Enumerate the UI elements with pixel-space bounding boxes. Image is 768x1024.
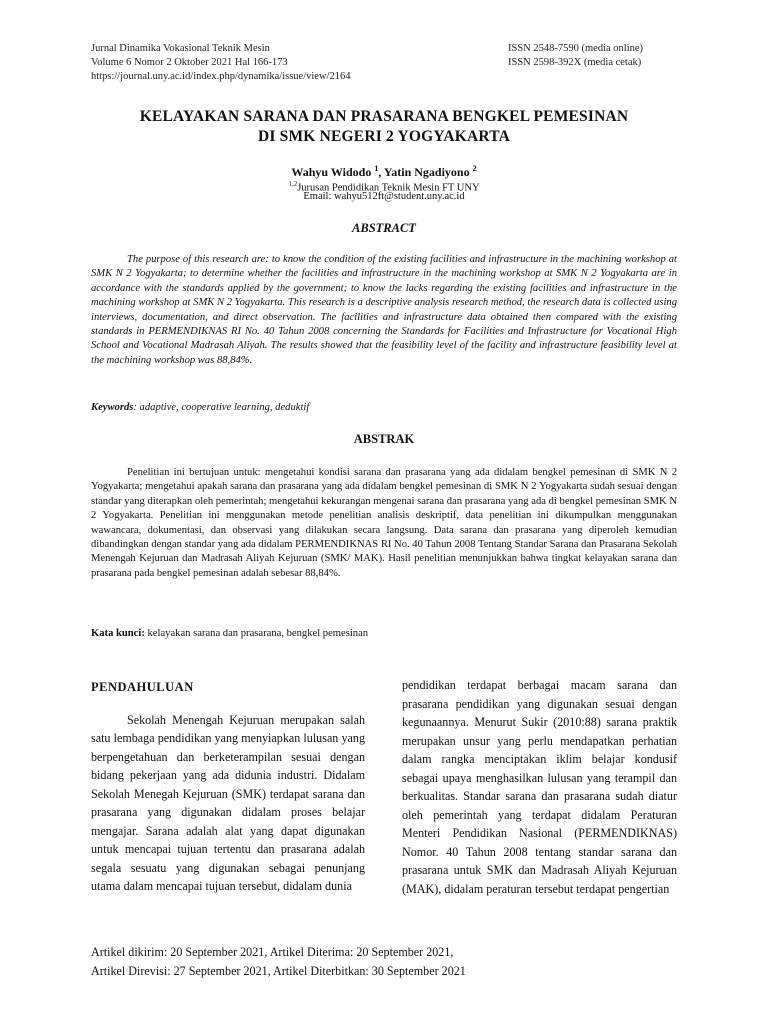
body-column-left bbox=[91, 676, 365, 896]
affiliation-text: Jurusan Pendidikan Teknik Mesin FT UNY bbox=[297, 182, 480, 194]
kata-kunci-text: kelayakan sarana dan prasarana, bengkel pemesinan bbox=[144, 628, 369, 639]
keywords-text: : adaptive, cooperative learning, deduktif bbox=[133, 402, 310, 413]
section-heading: PENDAHULUAN bbox=[91, 680, 194, 694]
keywords bbox=[91, 401, 677, 415]
kata-kunci-label: Kata kunci: bbox=[91, 628, 145, 639]
paper-title-line-2: DI SMK NEGERI 2 YOGYAKARTA bbox=[257, 128, 511, 145]
issn-print: ISSN 2598-392X (media cetak) bbox=[508, 57, 642, 68]
article-dates-footer bbox=[91, 943, 691, 981]
abstract-heading: ABSTRACT bbox=[352, 221, 416, 235]
article-dates-line-1: Artikel dikirim: 20 September 2021, Artikel Diterima: 20 September 2021, bbox=[91, 945, 454, 959]
abstract-text: The purpose of this research are: to know the condition of the existing facilities and infrastructure in the machining workshop at SMK N 2 Yogyakarta; to determine whether the facilities and infrastructure in the machining workshop at SMK N 2 Yogyakarta are in accordance with the standards applied by the government; to know the lacks regarding the existing facilities and infrastructure in the machining workshop at SMK N 2 Yogyakarta. This research is a descriptive analysis research method, the research data is collected using interviews, documentation, and direct observation. The facilities and infrastructure data obtained then compared with the existing standards in PERMENDIKNAS RI No. 40 Tahun 2008 concerning the Standards for Facilities and Infrastructure for Vocational High School and Vocational Madrasah Aliyah. The results showed that the feasibility level of the facility and infrastructure feasibility level at the machining workshop was 88,84%. bbox=[91, 254, 677, 366]
paper-title-line-1: KELAYAKAN SARANA DAN PRASARANA BENGKEL PEMESINAN bbox=[139, 108, 629, 125]
journal-header-right bbox=[508, 42, 708, 70]
abstrak-text: Penelitian ini bertujuan untuk: mengetahui kondisi sarana dan prasarana yang ada didalam bengkel pemesinan di SMK N 2 Yogyakarta; mengetahui apakah sarana dan prasarana yang ada didalam bengkel pemesinan di SMK N 2 Yogyakarta sudah sesuai dengan standar yang diterapkan oleh pemerintah; mengetahui kekurangan mengenai sarana dan prasarana yang ada di bengkel pemesinan SMK N 2 Yogyakarta. Penelitian ini menggunakan metode penelitian analisis deskriptif, data penelitian ini dikumpulkan menggunakan wawancara, dokumentasi, dan observasi yang dilakukan secara langsung. Data sarana dan prasarana yang diperoleh kemudian dibandingkan dengan standar yang ada didalam PERMENDIKNAS RI No. 40 Tahun 2008 Tentang Standar Sarana dan Prasarana Sekolah Menengah Kejuruan dan Madrasah Aliyah Kejuruan (SMK/ MAK). Hasil penelitian menunjukkan bahwa tingkat kelayakan sarana dan prasarana pada bengkel pemesinan adalah sebesar 88,84%. bbox=[91, 467, 677, 579]
author-separator: , bbox=[378, 165, 384, 179]
author-name: Yatin Ngadiyono bbox=[383, 165, 470, 179]
body-paragraph: pendidikan terdapat berbagai macam sarana dan prasarana pendidikan yang digunakan sesuai dengan kegunaannya. Menurut Sukir (2010:88) sarana praktik merupakan unsur yang perlu mendapatkan perhatian dalam rangka menciptakan iklim belajar kondusif sebagai upaya menghasilkan lulusan yang terampil dan berkualitas. Standar sarana dan prasarana sudah diatur oleh pemerintah yang terdapat didalam Peraturan Menteri Pendidikan Nasional (PERMENDIKNAS) Nomor. 40 Tahun 2008 tentang standar sarana dan prasarana untuk SMK dan Madrasah Aliyah Kejuruan (MAK), didalam peraturan tersebut terdapat pengertian bbox=[402, 678, 677, 896]
journal-volume: Volume 6 Nomor 2 Oktober 2021 Hal 166-173 bbox=[91, 57, 288, 68]
author-name: Wahyu Widodo bbox=[291, 165, 372, 179]
article-dates-line-2: Artikel Direvisi: 27 September 2021, Artikel Diterbitkan: 30 September 2021 bbox=[91, 964, 466, 978]
issn-online: ISSN 2548-7590 (media online) bbox=[508, 43, 644, 54]
affiliation-marker: 1,2 bbox=[288, 180, 298, 188]
author-email: Email: wahyu512ft@student.uny.ac.id bbox=[303, 191, 465, 202]
keywords-label: Keywords bbox=[91, 402, 134, 413]
body-column-right bbox=[402, 676, 677, 898]
abstrak-heading: ABSTRAK bbox=[353, 432, 415, 446]
paper-title bbox=[60, 107, 708, 147]
journal-name: Jurnal Dinamika Vokasional Teknik Mesin bbox=[91, 43, 270, 54]
journal-url: https://journal.uny.ac.id/index.php/dynamika/issue/view/2164 bbox=[91, 71, 351, 82]
kata-kunci bbox=[91, 627, 677, 641]
author-affiliation-marker: 2 bbox=[472, 164, 477, 173]
body-paragraph: Sekolah Menengah Kejuruan merupakan salah satu lembaga pendidikan yang menyiapkan lulusan yang berpengetahuan dan berketerampilan sesuai dengan bidang pekerjaan yang ada didunia industri. Didalam Sekolah Menegah Kejuruan (SMK) terdapat sarana dan prasarana yang digunakan didalam proses belajar mengajar. Sarana adalah alat yang dapat digunakan untuk mencapai tujuan tertentu dan prasarana adalah segala sesuatu yang digunakan sebagai penunjang utama dalam mencapai tujuan tersebut, didalam dunia bbox=[91, 712, 365, 893]
author-affiliation-marker: 1 bbox=[374, 164, 379, 173]
journal-header-left bbox=[91, 42, 451, 84]
